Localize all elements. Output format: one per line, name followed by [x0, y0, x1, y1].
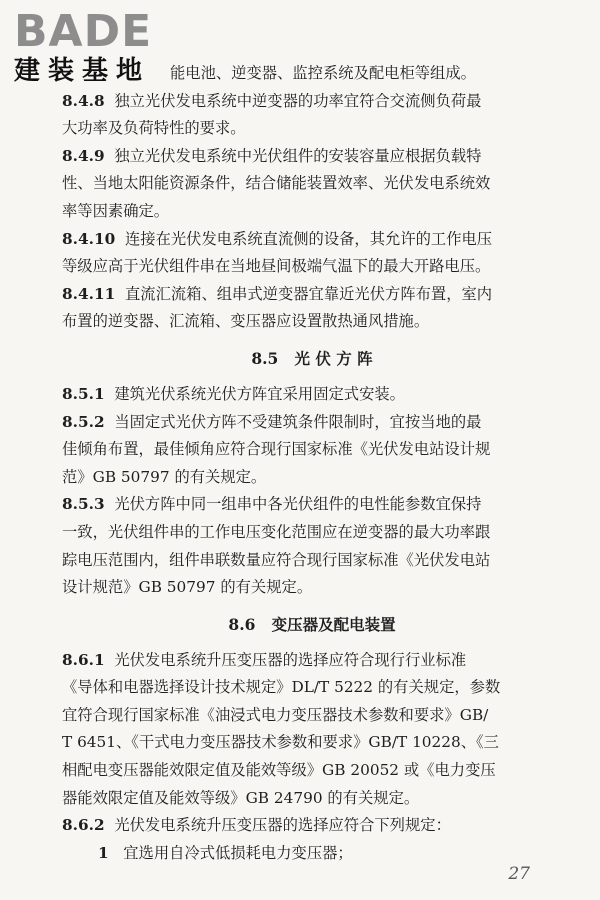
logo-subtitle: 建装基地 [14, 56, 151, 86]
clause-number: 8.4.11 [62, 284, 116, 303]
clause-text: 建筑光伏系统光伏方阵宜采用固定式安装。 [114, 384, 405, 403]
clause-continuation-line [62, 729, 562, 757]
clause-continuation-line [62, 115, 562, 143]
clause-number: 8.4.9 [62, 146, 105, 165]
section-844-clauses [62, 88, 562, 336]
logo-wordmark: BADE [14, 6, 153, 57]
clause-text: 光伏方阵中同一组串中各光伏组件的电性能参数宜保持 [114, 495, 482, 514]
clause-line [62, 409, 562, 437]
clause-continuation-line [62, 785, 562, 813]
clause-line [62, 647, 562, 675]
section-title: 变压器及配电装置 [271, 614, 396, 634]
clause-text: 光伏发电系统升压变压器的选择应符合现行行业标准 [114, 650, 467, 669]
section-number: 8.6 [228, 614, 256, 634]
clause-text: 率等因素确定。 [62, 201, 170, 220]
clause-text: 等级应高于光伏组件串在当地昼间极端气温下的最大开路电压。 [62, 257, 491, 276]
clause-line [62, 281, 562, 309]
continued-paragraph: 能电池、逆变器、监控系统及配电柜等组成。 [170, 64, 476, 82]
section-title: 光 伏 方 阵 [294, 348, 373, 368]
clause-text: 一致，光伏组件串的工作电压变化范围应在逆变器的最大功率跟 [62, 522, 491, 541]
clause-text: 性、当地太阳能资源条件，结合储能装置效率、光伏发电系统效 [62, 174, 491, 193]
sub-clause [62, 840, 562, 868]
clause-number: 8.4.8 [62, 91, 105, 110]
clause-text: 光伏发电系统升压变压器的选择应符合下列规定： [114, 816, 451, 835]
clause-text: 当固定式光伏方阵不受建筑条件限制时，宜按当地的最 [114, 412, 482, 431]
page-number: 27 [508, 864, 530, 884]
clause-text: 独立光伏发电系统中光伏组件的安装容量应根据负载特 [114, 146, 482, 165]
clause-line [62, 381, 562, 409]
clause-number: 8.5.1 [62, 384, 105, 403]
clause-continuation-line [62, 464, 562, 492]
clause-continuation-line [62, 170, 562, 198]
sub-clause-number: 1 [98, 843, 109, 862]
clause-continuation-line [62, 674, 562, 702]
section-86-clauses [62, 647, 562, 840]
clause-number: 8.5.3 [62, 495, 105, 514]
clause-continuation-line [62, 436, 562, 464]
clause-text: 设计规范》GB 50797 的有关规定。 [62, 578, 313, 597]
clause-continuation-line [62, 547, 562, 575]
clause-line [62, 226, 562, 254]
sub-clause-text: 宜选用自冷式低损耗电力变压器； [123, 843, 353, 862]
clause-text: 踪电压范围内，组件串联数量应符合现行国家标准《光伏发电站 [62, 550, 491, 569]
clause-continuation-line [62, 702, 562, 730]
clause-number: 8.6.1 [62, 650, 105, 669]
document-body [62, 60, 562, 867]
clause-line [62, 812, 562, 840]
clause-text: 佳倾角布置，最佳倾角应符合现行国家标准《光伏发电站设计规 [62, 440, 491, 459]
clause-text: 直流汇流箱、组串式逆变器宜靠近光伏方阵布置，室内 [124, 284, 493, 303]
clause-line [62, 88, 562, 116]
clause-text: 范》GB 50797 的有关规定。 [62, 467, 267, 486]
clause-line [62, 491, 562, 519]
section-number: 8.5 [251, 348, 279, 368]
clause-continuation-line [62, 574, 562, 602]
clause-text: 大功率及负荷特性的要求。 [62, 119, 246, 138]
section-heading-8-6 [62, 611, 562, 639]
clause-continuation-line [62, 253, 562, 281]
clause-text: 相配电变压器能效限定值及能效等级》GB 20052 或《电力变压 [62, 761, 496, 780]
clause-number: 8.4.10 [62, 229, 116, 248]
clause-continuation-line [62, 519, 562, 547]
clause-text: T 6451、《干式电力变压器技术参数和要求》GB/T 10228、《三 [62, 733, 499, 752]
section-85-clauses [62, 381, 562, 602]
clause-text: 器能效限定值及能效等级》GB 24790 的有关规定。 [62, 788, 420, 807]
clause-text: 《导体和电器选择设计技术规定》DL/T 5222 的有关规定，参数 [62, 678, 501, 697]
clause-text: 独立光伏发电系统中逆变器的功率宜符合交流侧负荷最 [114, 91, 482, 110]
clause-number: 8.5.2 [62, 412, 105, 431]
clause-text: 布置的逆变器、汇流箱、变压器应设置散热通风措施。 [62, 312, 430, 331]
clause-number: 8.6.2 [62, 816, 105, 835]
clause-line [62, 143, 562, 171]
clause-continuation-line [62, 198, 562, 226]
section-heading-8-5 [62, 345, 562, 373]
clause-text: 连接在光伏发电系统直流侧的设备，其允许的工作电压 [124, 229, 493, 248]
clause-continuation-line [62, 308, 562, 336]
clause-continuation-line [62, 757, 562, 785]
clause-text: 宜符合现行国家标准《油浸式电力变压器技术参数和要求》GB/ [62, 705, 489, 724]
